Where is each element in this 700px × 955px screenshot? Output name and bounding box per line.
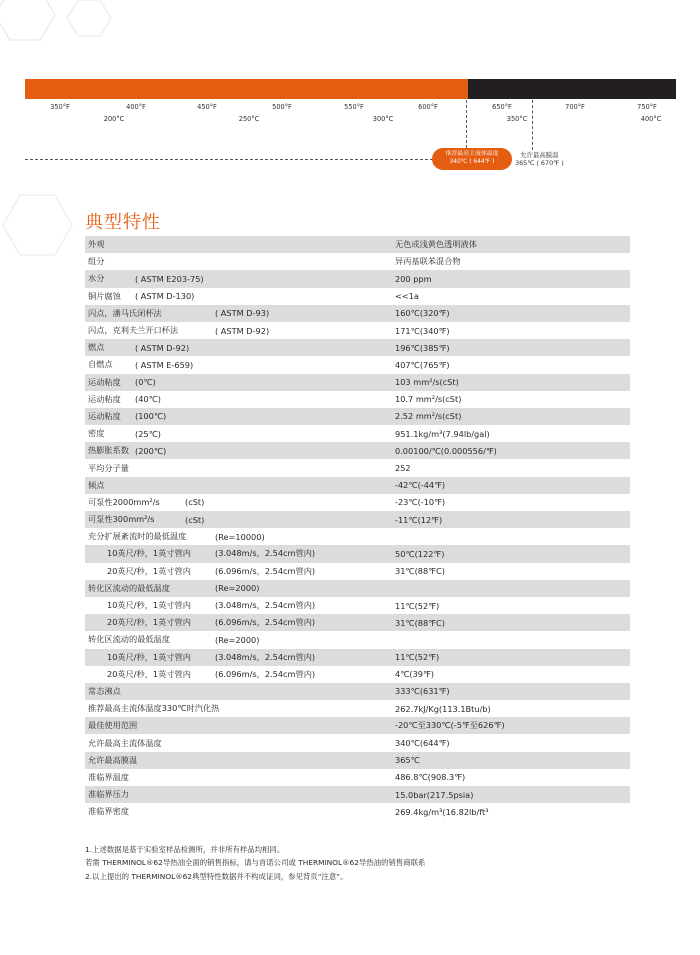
property-test-method: ( ASTM D-92)	[135, 342, 190, 353]
property-test-method: (Re=10000)	[215, 531, 265, 542]
property-test-method: (6.096m/s，2.54cm管内)	[215, 565, 316, 576]
recommended-temp-marker	[466, 100, 467, 148]
property-value: -20℃至330℃(-5℉至626℉)	[395, 720, 505, 731]
tick-label: 450°F	[197, 103, 217, 111]
tick-label: 200°C	[103, 115, 125, 123]
property-name: 自燃点	[88, 359, 113, 370]
table-row	[85, 528, 630, 545]
property-value: 262.7kJ/Kg(113.1Btu/b)	[395, 703, 491, 714]
recommended-temp-badge	[432, 148, 512, 170]
allowed-temp-value: 365℃ ( 670℉ )	[515, 159, 564, 168]
property-value: -23℃(-10℉)	[395, 497, 446, 508]
property-value: 异丙基联苯混合物	[395, 256, 461, 267]
property-value: 196℃(385℉)	[395, 342, 450, 353]
property-value: 269.4kg/m³(16.82lb/ft³	[395, 806, 489, 817]
property-name: 准临界温度	[88, 771, 129, 782]
table-row	[85, 545, 630, 562]
property-name: 运动粘度	[88, 376, 121, 387]
property-test-method: ( ASTM D-130)	[135, 291, 195, 302]
property-test-method: (25℃)	[135, 428, 162, 439]
allowed-temp-label: 允许最高膜温	[520, 151, 559, 159]
property-test-method: (3.048m/s，2.54cm管内)	[215, 548, 316, 559]
property-name: 转化区流动的最低温度	[88, 634, 170, 645]
tick-label: 350°C	[506, 115, 528, 123]
property-value: 486.8℃(908.3℉)	[395, 772, 466, 783]
property-name: 外观	[88, 239, 105, 250]
property-test-method: ( ASTM E-659)	[135, 359, 194, 370]
property-value: 无色或浅黄色透明液体	[395, 239, 477, 250]
table-row	[85, 803, 630, 820]
property-value: 103 mm²/s(cSt)	[395, 377, 459, 388]
footnote: 1.上述数据是基于实验室样品检测所，并非所有样品均相同。	[85, 845, 285, 854]
property-name: 充分扩展紊流时的最低温度	[88, 531, 187, 542]
table-row	[85, 649, 630, 666]
property-test-method: (3.048m/s，2.54cm管内)	[215, 651, 316, 662]
table-row	[85, 253, 630, 270]
table-row	[85, 580, 630, 597]
property-name: 允许最高主流体温度	[88, 737, 162, 748]
property-value: -11℃(12℉)	[395, 514, 443, 525]
property-value: 407℃(765℉)	[395, 359, 450, 370]
table-row	[85, 511, 630, 528]
property-name: 10英尺/秒，1英寸管内	[107, 600, 191, 611]
table-row	[85, 288, 630, 305]
temperature-bar-operating-range	[25, 79, 468, 99]
property-name: 倾点	[88, 479, 105, 490]
property-name: 可泵性300mm²/s	[88, 514, 155, 525]
property-name: 准临界密度	[88, 806, 129, 817]
table-row	[85, 425, 630, 442]
table-row	[85, 356, 630, 373]
property-name: 可泵性2000mm²/s	[88, 496, 160, 507]
dashed-guide-line	[25, 159, 433, 160]
table-row	[85, 408, 630, 425]
tick-label: 400°C	[640, 115, 662, 123]
property-value: 200 ppm	[395, 273, 432, 284]
hexagon-decoration-top	[0, 0, 130, 60]
property-name: 转化区流动的最低温度	[88, 582, 170, 593]
tick-label: 300°C	[372, 115, 394, 123]
properties-table	[85, 236, 630, 820]
property-name: 20英尺/秒，1英寸管内	[107, 668, 191, 679]
tick-label: 250°C	[238, 115, 260, 123]
property-test-method: (Re=2000)	[215, 634, 260, 645]
tick-label: 750°F	[637, 103, 657, 111]
property-test-method: (40℃)	[135, 394, 162, 405]
property-value: 160℃(320℉)	[395, 308, 450, 319]
table-row	[85, 700, 630, 717]
property-value: 10.7 mm²/s(cSt)	[395, 394, 462, 405]
property-test-method: ( ASTM E203-75)	[135, 273, 204, 284]
table-row	[85, 734, 630, 751]
table-row	[85, 339, 630, 356]
property-value: 2.52 mm²/s(cSt)	[395, 411, 462, 422]
table-row	[85, 614, 630, 631]
property-value: -42℃(-44℉)	[395, 480, 446, 491]
tick-label: 700°F	[565, 103, 585, 111]
property-name: 闪点，克利夫兰开口杯法	[88, 325, 179, 336]
temperature-bar-over-range	[468, 79, 676, 99]
property-test-method: (100℃)	[135, 411, 167, 422]
property-value: 252	[395, 463, 411, 474]
property-test-method: (Re=2000)	[215, 583, 260, 594]
table-row	[85, 494, 630, 511]
recommended-temp-label: 推荐最高主流体温度	[445, 151, 499, 157]
table-row	[85, 459, 630, 476]
hexagon-decoration-left	[0, 185, 90, 275]
property-name: 20英尺/秒，1英寸管内	[107, 565, 191, 576]
table-row	[85, 477, 630, 494]
property-value: 171℃(340℉)	[395, 325, 450, 336]
property-name: 20英尺/秒，1英寸管内	[107, 617, 191, 628]
table-row	[85, 683, 630, 700]
tick-label: 650°F	[492, 103, 512, 111]
property-test-method: (cSt)	[185, 497, 205, 508]
property-value: 11℃(52℉)	[395, 652, 440, 663]
recommended-temp-value: 340℃ ( 644℉ )	[449, 158, 495, 165]
property-value: 333℃(631℉)	[395, 686, 450, 697]
property-value: 31℃(88℉C)	[395, 566, 445, 577]
property-name: 平均分子量	[88, 462, 129, 473]
table-row	[85, 305, 630, 322]
property-name: 推荐最高主流体温度330℃时汽化热	[88, 703, 220, 714]
table-row	[85, 374, 630, 391]
table-row	[85, 717, 630, 734]
property-name: 允许最高膜温	[88, 754, 138, 765]
table-row	[85, 666, 630, 683]
property-value: 365℃	[395, 755, 420, 766]
property-test-method: (3.048m/s，2.54cm管内)	[215, 600, 316, 611]
property-test-method: (0℃)	[135, 377, 156, 388]
property-name: 运动粘度	[88, 393, 121, 404]
property-test-method: ( ASTM D-92)	[215, 325, 270, 336]
property-test-method: (6.096m/s，2.54cm管内)	[215, 668, 316, 679]
table-row	[85, 322, 630, 339]
tick-label: 400°F	[126, 103, 146, 111]
property-name: 常态沸点	[88, 685, 121, 696]
property-name: 燃点	[88, 342, 105, 353]
property-value: 15.0bar(217.5psia)	[395, 789, 474, 800]
table-row	[85, 769, 630, 786]
tick-label: 500°F	[272, 103, 292, 111]
table-row	[85, 270, 630, 287]
property-value: 951.1kg/m³(7.94lb/gal)	[395, 428, 490, 439]
property-name: 最佳使用范围	[88, 720, 138, 731]
property-name: 铜片腐蚀	[88, 290, 121, 301]
footnote: 若需 THERMINOL®62导热油全面的销售指标，请与首诺公司或 THERMINOL®62导热油的销售商联系	[85, 858, 426, 868]
property-name: 10英尺/秒，1英寸管内	[107, 651, 191, 662]
table-row	[85, 752, 630, 769]
property-name: 闪点，潘马氏闭杯法	[88, 307, 162, 318]
property-name: 10英尺/秒，1英寸管内	[107, 548, 191, 559]
tick-label: 600°F	[418, 103, 438, 111]
property-name: 组分	[88, 256, 105, 267]
table-row	[85, 563, 630, 580]
property-name: 水分	[88, 273, 105, 284]
property-value: 0.00100/℃(0.000556/℉)	[395, 445, 497, 456]
allowed-temp-marker	[532, 100, 533, 150]
footnotes	[85, 843, 425, 883]
table-row	[85, 442, 630, 459]
table-row	[85, 631, 630, 648]
footnote: 2.以上提出的 THERMINOL®62典型特性数据并不构成证词，参见背页“注意”。	[85, 871, 348, 881]
table-row	[85, 786, 630, 803]
property-value: 50℃(122℉)	[395, 548, 445, 559]
property-value: <<1a	[395, 291, 419, 302]
tick-label: 550°F	[344, 103, 364, 111]
property-test-method: (cSt)	[185, 514, 205, 525]
property-value: 4℃(39℉)	[395, 669, 435, 680]
property-value: 11℃(52℉)	[395, 600, 440, 611]
property-test-method: ( ASTM D-93)	[215, 308, 270, 319]
property-test-method: (6.096m/s，2.54cm管内)	[215, 617, 316, 628]
property-test-method: (200℃)	[135, 445, 167, 456]
property-name: 运动粘度	[88, 410, 121, 421]
property-name: 准临界压力	[88, 789, 129, 800]
allowed-film-temp	[515, 151, 564, 168]
property-name: 密度	[88, 428, 105, 439]
property-name: 热膨胀系数	[88, 445, 129, 456]
section-title: 典型特性	[85, 212, 161, 233]
table-row	[85, 391, 630, 408]
tick-label: 350°F	[50, 103, 70, 111]
table-row	[85, 597, 630, 614]
property-value: 340℃(644℉)	[395, 738, 450, 749]
table-row	[85, 236, 630, 253]
property-value: 31℃(88℉C)	[395, 617, 445, 628]
